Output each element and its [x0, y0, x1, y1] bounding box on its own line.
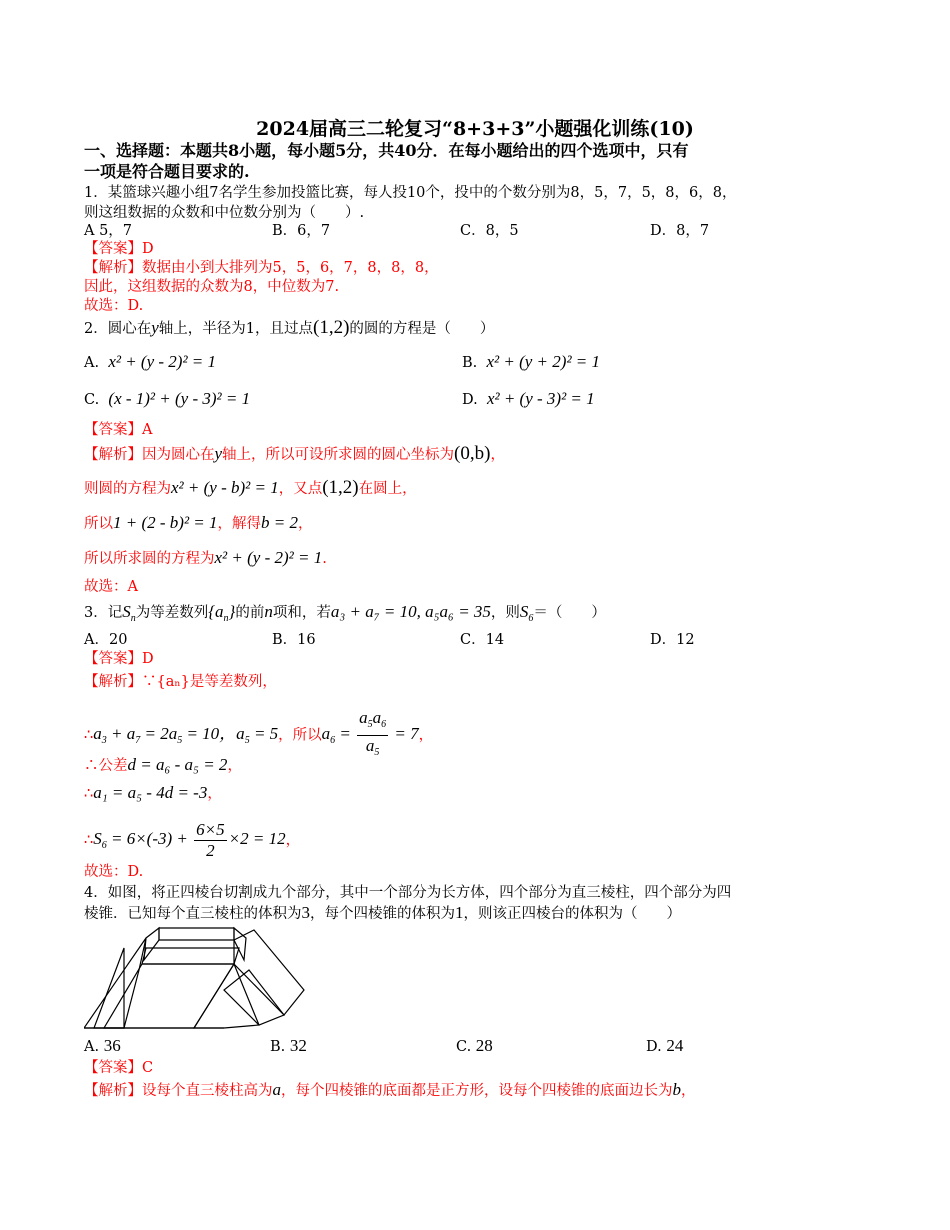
q2-a3-text: 所以 — [84, 516, 113, 532]
q4-stem: 4．如图，将正四棱台切割成九个部分，其中一个部分为长方体，四个部分为直三棱柱，四个部分为四 — [84, 885, 732, 901]
q2-option-d — [462, 389, 595, 410]
q2-a2-eq: x² + (y - b)² = 1 — [171, 478, 279, 497]
q3-stem-text-6: ＝（ ） — [533, 605, 606, 621]
section-heading: 一、选择题：本题共8小题，每小题5分，共40分．在每小题给出的四个选项中，只有 — [84, 141, 689, 160]
var-b: b — [672, 1080, 681, 1099]
q2-stem-text-3: 的圆的方程是（ ） — [349, 321, 495, 337]
q4-option-c-value: 28 — [475, 1036, 493, 1055]
q1-analysis-cont: 因此，这组数据的众数为8，中位数为7. — [84, 279, 340, 295]
q1-option-a: A 5，7 — [84, 223, 133, 239]
therefore-symbol: ∴ — [84, 832, 94, 849]
therefore-symbol: ∴ — [84, 727, 94, 744]
q4-pyramid-volume: 1 — [455, 903, 464, 922]
cuboid-top — [142, 948, 239, 964]
q3-stem-text-5: ，则 — [490, 605, 520, 621]
var-s-6: $S_6$ — [519, 602, 534, 624]
q4-analysis-1 — [84, 1080, 696, 1101]
q4-stem-text-2: ，每个四棱锥的体积为 — [310, 906, 455, 922]
q4-a1-text-2: ，每个四棱锥的底面都是正方形，设每个四棱锥的底面边长为 — [281, 1083, 673, 1099]
option-label: A. — [84, 355, 100, 371]
q3-s5-eq: $S_6 = 6\times(-3)$ + $\frac{6\times 5}{2}$ ×2 = 12 — [93, 820, 286, 860]
right-prism — [234, 930, 304, 1015]
var-n: n — [264, 602, 273, 621]
q2-option-c-eq: (x - 1)² + (y - 3)² = 1 — [108, 389, 251, 408]
q2-answer: 【答案】A — [84, 422, 153, 438]
punct: ， — [418, 727, 434, 744]
punct: . — [322, 551, 327, 567]
option-label: C. — [456, 1039, 472, 1055]
q1-answer: 【答案】D — [84, 241, 154, 257]
punct: ， — [207, 786, 222, 802]
q1-stem: 1．某篮球兴趣小组7名学生参加投篮比赛，每人投10个，投中的个数分别为8，5，7，5，8，6，8， — [84, 185, 737, 201]
analysis-label: 【解析】 — [84, 674, 142, 690]
option-label: A. — [84, 1039, 100, 1055]
q4-a1-text: 设每个直三棱柱高为 — [142, 1083, 273, 1099]
q3-s2-text: 所以 — [292, 727, 322, 744]
q3-conclusion: 故选：D. — [84, 864, 144, 880]
q3-option-d: D．12 — [650, 632, 695, 648]
q4-answer: 【答案】C — [84, 1060, 154, 1076]
q2-option-c — [84, 389, 250, 410]
q2-option-b — [462, 352, 600, 373]
q3-s4-eq: a₁ = a₅ - 4d = -3 — [93, 783, 208, 802]
option-label: B. — [270, 1039, 286, 1055]
q1-option-c: C．8，5 — [460, 223, 519, 239]
q2-a1-text: 因为圆心在 — [142, 447, 215, 463]
q2-option-d-eq: x² + (y - 3)² = 1 — [486, 389, 595, 408]
top-face — [159, 928, 234, 940]
q1-analysis — [84, 258, 439, 278]
therefore-symbol: ∴ — [84, 786, 94, 802]
q3-option-c: C．14 — [460, 632, 505, 648]
q4-option-b-value: 32 — [289, 1036, 307, 1055]
option-label: C. — [84, 392, 100, 408]
back-right-prism — [234, 928, 246, 960]
q3-analysis-1 — [84, 672, 277, 692]
q2-a2-end: 在圆上， — [358, 481, 417, 497]
seq-a-n: $\{a_n\}$ — [208, 602, 236, 624]
q2-analysis-3 — [84, 513, 313, 534]
q2-a3-result: b = 2 — [261, 513, 299, 532]
point-1-2: (1,2) — [322, 477, 359, 498]
q4-option-b — [270, 1036, 307, 1057]
q1-option-d: D．8，7 — [650, 223, 710, 239]
q2-option-a — [84, 352, 216, 373]
left-prism — [84, 938, 146, 1028]
option-label: D. — [462, 392, 478, 408]
q3-answer: 【答案】D — [84, 651, 154, 667]
q2-analysis-1 — [84, 444, 505, 465]
q1-option-b: B．6，7 — [272, 223, 331, 239]
q1-conclusion: 故选：D. — [84, 298, 144, 314]
q3-s1: ∵{aₙ}是等差数列， — [142, 674, 277, 690]
q4-option-d-value: 24 — [666, 1036, 684, 1055]
q3-condition: a₃ + a₇ = 10, a₅a₆ = 35 — [330, 602, 491, 621]
var-y: y — [214, 444, 223, 463]
q3-option-a: A．20 — [84, 632, 128, 648]
q2-stem — [84, 318, 494, 339]
page-title: 2024届高三二轮复习“8+3+3”小题强化训练(10) — [256, 118, 694, 140]
q3-stem-text-4: 项和，若 — [272, 605, 331, 621]
q3-stem-text-3: 的前 — [235, 605, 265, 621]
q2-a3-eq: 1 + (2 - b)² = 1 — [113, 513, 218, 532]
var-a: a — [272, 1080, 281, 1099]
section-heading-cont: 一项是符合题目要求的. — [84, 162, 250, 181]
punct: ， — [490, 447, 505, 463]
q3-s2-eq1: $a_3 + a_7 = 2a_5 = 10$，$a_5 = 5$ — [93, 724, 279, 747]
q2-conclusion: 故选：A — [84, 579, 138, 595]
q4-option-a — [84, 1036, 121, 1057]
q3-option-b: B．16 — [272, 632, 316, 648]
punct: ， — [298, 516, 313, 532]
q3-s2-eq2: $a_6$ = $\frac{a_5a_6}{a_5}$ = 7 — [321, 708, 419, 758]
q3-analysis-4 — [84, 783, 222, 804]
q2-stem-text: 2．圆心在 — [84, 321, 152, 337]
q2-analysis-4 — [84, 548, 327, 569]
q2-analysis-2 — [84, 478, 417, 499]
q3-s3-eq: d = a₆ - a₅ = 2 — [127, 755, 228, 774]
q4-stem-text-3: ，则该正四棱台的体积为（ ） — [463, 906, 681, 922]
right-pyramid — [224, 970, 284, 1025]
q3-s3-text: ∴公差 — [84, 758, 128, 774]
q4-prism-volume: 3 — [301, 903, 310, 922]
left-pyramid — [94, 948, 124, 1028]
point-0-b: (0,b) — [454, 443, 491, 464]
q2-a4-text: 所以所求圆的方程为 — [84, 551, 215, 567]
q2-stem-text-2: 轴上，半径为1，且过点 — [158, 321, 314, 337]
q2-a2-text: 则圆的方程为 — [84, 481, 171, 497]
q2-a1-text-2: 轴上，所以可设所求圆的圆心坐标为 — [222, 447, 455, 463]
front-right-prism — [194, 964, 259, 1028]
q2-a2-text-2: ，又点 — [278, 481, 323, 497]
q3-stem-text-2: 为等差数列 — [135, 605, 209, 621]
q2-option-a-eq: x² + (y - 2)² = 1 — [108, 352, 217, 371]
analysis-label: 【解析】 — [84, 260, 142, 276]
frustum-figure — [84, 920, 314, 1035]
q1-analysis-text: 数据由小到大排列为5，5，6，7，8，8，8， — [142, 260, 439, 276]
var-s-n: $S_n$ — [122, 602, 136, 624]
q2-a3-text-2: ，解得 — [217, 516, 262, 532]
punct: ， — [278, 727, 293, 744]
q3-analysis-5 — [84, 820, 300, 861]
analysis-label: 【解析】 — [84, 447, 142, 463]
option-label: D. — [646, 1039, 662, 1055]
q4-option-a-value: 36 — [103, 1036, 121, 1055]
option-label: B. — [462, 355, 478, 371]
punct: ， — [227, 758, 242, 774]
q3-stem — [84, 602, 606, 629]
punct: ， — [681, 1083, 696, 1099]
q3-stem-text: 3．记 — [84, 605, 123, 621]
analysis-label: 【解析】 — [84, 1083, 142, 1099]
q4-stem-text: 棱锥．已知每个直三棱柱的体积为 — [84, 906, 302, 922]
point-1-2: (1,2) — [313, 317, 350, 338]
q2-a4-eq: x² + (y - 2)² = 1 — [214, 548, 323, 567]
q2-option-b-eq: x² + (y + 2)² = 1 — [486, 352, 601, 371]
punct: ， — [285, 832, 301, 849]
q3-analysis-3 — [84, 755, 242, 776]
q4-option-d — [646, 1036, 683, 1057]
q4-option-c — [456, 1036, 493, 1057]
q1-stem-cont: 则这组数据的众数和中位数分别为（ ）. — [84, 205, 365, 221]
back-left-prism — [144, 928, 159, 960]
var-y: y — [151, 318, 159, 337]
